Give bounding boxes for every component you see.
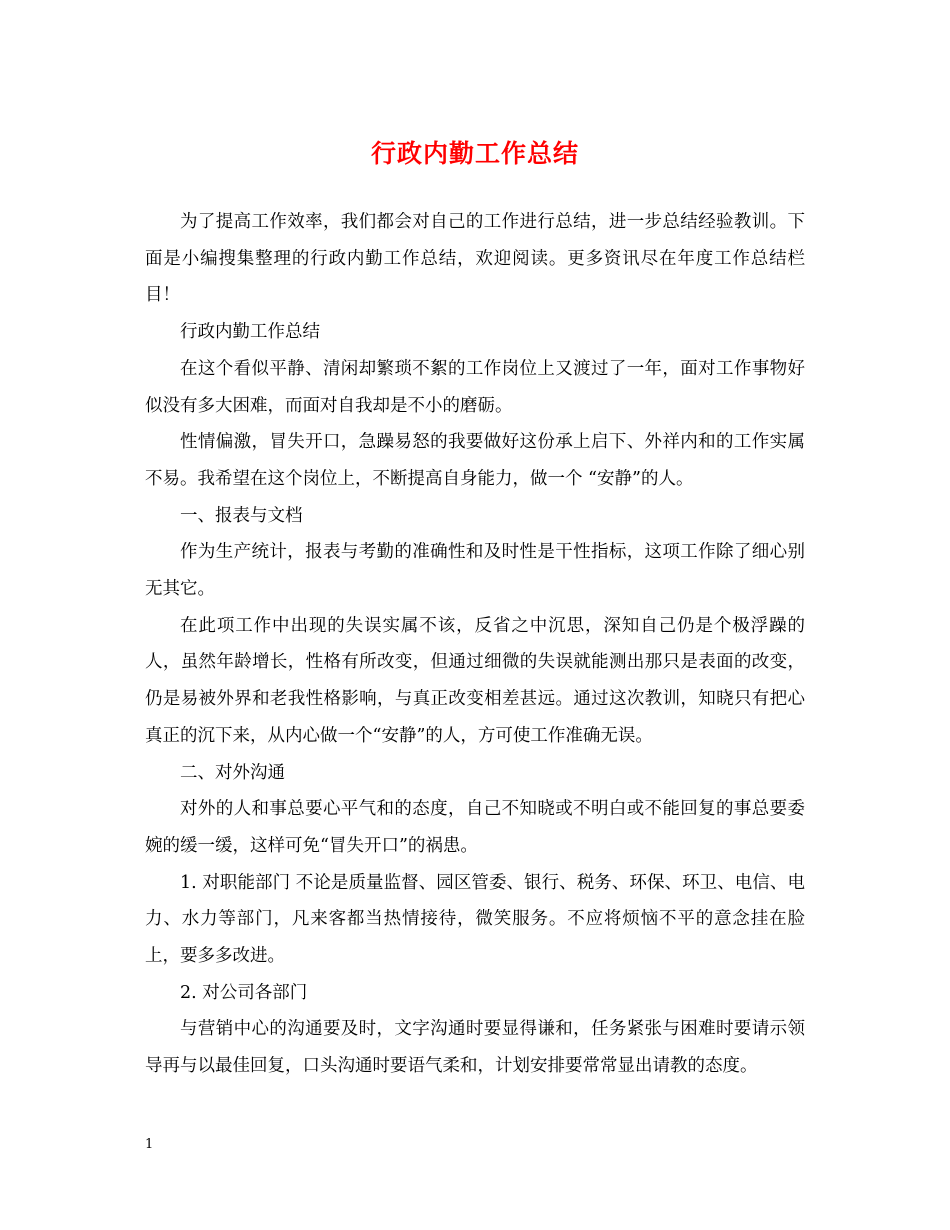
paragraph-subtitle: 行政内勤工作总结 <box>180 322 320 343</box>
paragraph-marketing: 与营销中心的沟通要及时，文字沟通时要显得谦和，任务紧张与困难时要请示领导再与以最佳回复，口头沟通时要语气柔和，计划安排要常常显出请教的态度。 <box>145 1019 805 1077</box>
page-number: 1 <box>145 1137 154 1152</box>
section-heading-external: 二、对外沟通 <box>180 762 285 783</box>
list-item-functional-departments: 1. 对职能部门 不论是质量监督、园区管委、银行、税务、环保、环卫、电信、电力、水力等部门，凡来客都当热情接待，微笑服务。不应将烦恼不平的意念挂在脸上，要多多改进。 <box>145 872 805 967</box>
list-item-company-departments: 2. 对公司各部门 <box>180 982 308 1003</box>
paragraph-reports: 作为生产统计，报表与考勤的准确性和及时性是干性指标，这项工作除了细心别无其它。 <box>145 542 805 600</box>
document-body <box>145 204 805 1085</box>
section-heading-reports: 一、报表与文档 <box>180 505 303 526</box>
paragraph-intro: 为了提高工作效率，我们都会对自己的工作进行总结，进一步总结经验教训。下面是小编搜集整理的行政内勤工作总结，欢迎阅读。更多资讯尽在年度工作总结栏目！ <box>145 212 805 306</box>
paragraph-opening: 在这个看似平静、清闲却繁琐不絮的工作岗位上又渡过了一年，面对工作事物好似没有多大困难，而面对自我却是不小的磨砺。 <box>145 358 805 416</box>
paragraph-external: 对外的人和事总要心平气和的态度，自己不知晓或不明白或不能回复的事总要委婉的缓一缓，这样可免“冒失开口”的祸患。 <box>145 799 805 856</box>
document-title: 行政内勤工作总结 <box>370 139 579 168</box>
paragraph-mistakes: 在此项工作中出现的失误实属不该，反省之中沉思，深知自己仍是个极浮躁的人，虽然年龄增长，性格有所改变，但通过细微的失误就能测出那只是表面的改变，仍是易被外界和老我性格影响，与真正改变相差甚远。通过这次教训，知晓只有把心真正的沉下来，从内心做一个“安静”的人，方可使工作准确无误。 <box>145 615 805 746</box>
paragraph-self-reflection: 性情偏激，冒失开口，急躁易怒的我要做好这份承上启下、外祥内和的工作实属不易。我希望在这个岗位上，不断提高自身能力，做一个 “安静”的人。 <box>145 432 805 489</box>
